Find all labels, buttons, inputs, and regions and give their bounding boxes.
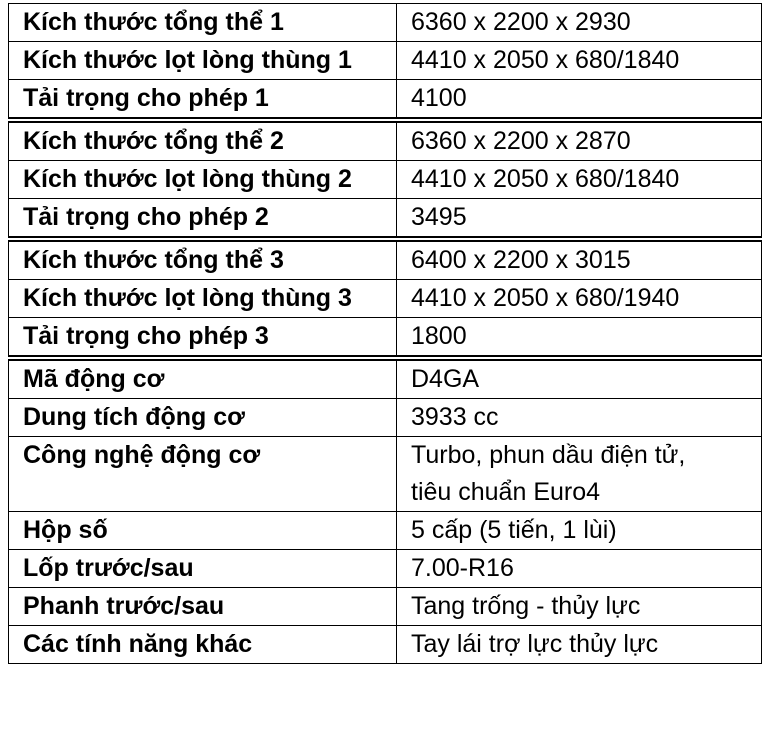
table-row [9, 550, 762, 588]
row-label: Kích thước lọt lòng thùng 2 [9, 161, 397, 199]
row-value: 4410 x 2050 x 680/1840 [397, 42, 762, 80]
row-value: 3495 [397, 199, 762, 240]
row-value: Tang trống - thủy lực [397, 588, 762, 626]
table-row [9, 4, 762, 42]
specification-table [8, 3, 762, 664]
table-row [9, 318, 762, 359]
row-value: 7.00-R16 [397, 550, 762, 588]
row-value: 6400 x 2200 x 3015 [397, 239, 762, 280]
table-row [9, 280, 762, 318]
row-label: Hộp số [9, 512, 397, 550]
table-row [9, 199, 762, 240]
row-label: Tải trọng cho phép 3 [9, 318, 397, 359]
row-value: 4100 [397, 80, 762, 121]
row-value: 6360 x 2200 x 2930 [397, 4, 762, 42]
table-row [9, 42, 762, 80]
row-value [397, 437, 762, 512]
row-label: Kích thước tổng thể 1 [9, 4, 397, 42]
table-row [9, 512, 762, 550]
row-label: Kích thước lọt lòng thùng 1 [9, 42, 397, 80]
row-value: 4410 x 2050 x 680/1840 [397, 161, 762, 199]
row-label: Kích thước tổng thể 2 [9, 120, 397, 161]
row-value: 3933 cc [397, 399, 762, 437]
row-label: Phanh trước/sau [9, 588, 397, 626]
row-value: D4GA [397, 358, 762, 399]
row-label: Tải trọng cho phép 1 [9, 80, 397, 121]
value-line: tiêu chuẩn Euro4 [411, 478, 601, 506]
table-row [9, 239, 762, 280]
table-row [9, 120, 762, 161]
table-row [9, 358, 762, 399]
row-value: Tay lái trợ lực thủy lực [397, 626, 762, 664]
table-row [9, 626, 762, 664]
table-row [9, 437, 762, 512]
row-value: 4410 x 2050 x 680/1940 [397, 280, 762, 318]
table-row [9, 161, 762, 199]
table-row [9, 80, 762, 121]
row-label: Mã động cơ [9, 358, 397, 399]
row-value: 6360 x 2200 x 2870 [397, 120, 762, 161]
row-label: Công nghệ động cơ [9, 437, 397, 512]
row-label: Kích thước lọt lòng thùng 3 [9, 280, 397, 318]
row-label: Dung tích động cơ [9, 399, 397, 437]
row-label: Lốp trước/sau [9, 550, 397, 588]
row-label: Các tính năng khác [9, 626, 397, 664]
row-value: 1800 [397, 318, 762, 359]
value-line: Turbo, phun dầu điện tử, [411, 441, 686, 469]
row-label: Tải trọng cho phép 2 [9, 199, 397, 240]
row-value: 5 cấp (5 tiến, 1 lùi) [397, 512, 762, 550]
table-row [9, 399, 762, 437]
row-label: Kích thước tổng thể 3 [9, 239, 397, 280]
table-row [9, 588, 762, 626]
